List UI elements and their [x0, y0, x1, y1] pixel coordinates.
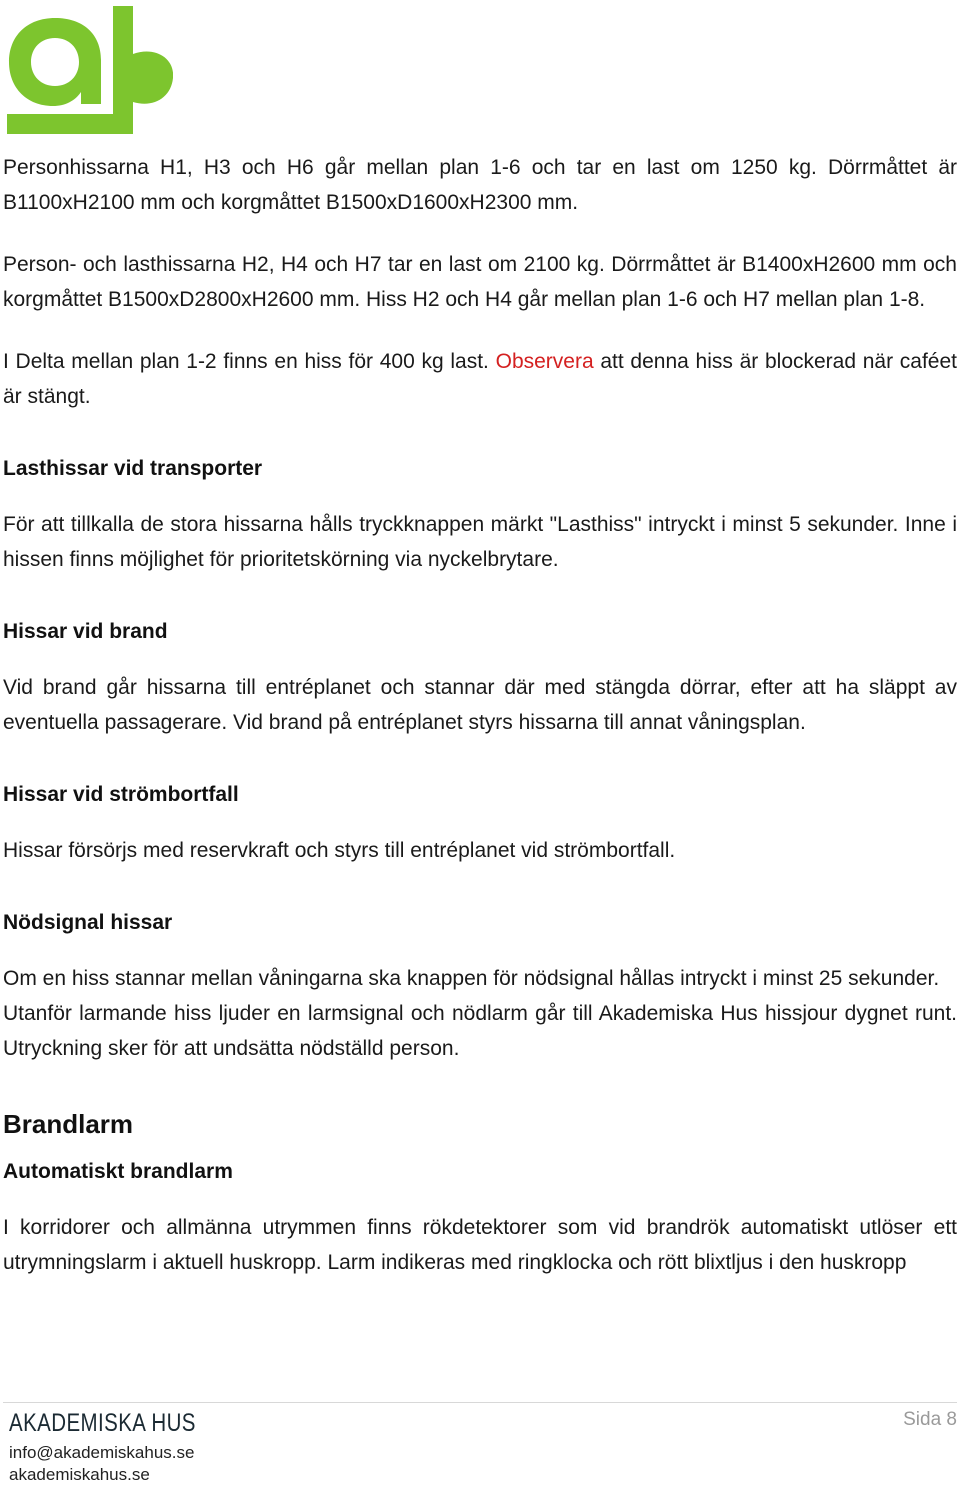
document-body [3, 150, 957, 1280]
footer-brand-name: AKADEMISKA HUS [9, 1409, 196, 1437]
footer-email-link[interactable]: info@akademiskahus.se [9, 1443, 195, 1462]
heading-nodsignal: Nödsignal hissar [3, 911, 173, 934]
paragraph-hissar-vid-brand: Vid brand går hissarna till entréplanet och stannar där med stängda dörrar, efter att ha släppt av eventuella passagerare. Vid brand på entréplanet styrs hissarna till annat våningsplan. [3, 676, 957, 734]
heading-strombortfall: Hissar vid strömbortfall [3, 783, 239, 806]
paragraph-strombortfall: Hissar försörjs med reservkraft och styrs till entréplanet vid strömbortfall. [3, 839, 676, 862]
delta-text-start: I Delta mellan plan 1-2 finns en hiss för 400 kg last. [3, 350, 496, 373]
heading-brandlarm: Brandlarm [3, 1109, 134, 1139]
delta-text-end: att denna hiss är blockerad när caféet är stängt. [3, 350, 958, 408]
paragraph-elevators-h2-h4-h7: Person- och lasthissarna H2, H4 och H7 tar en last om 2100 kg. Dörrmåttet är B1400xH2600 mm och korgmåttet B1500xD2800xH2600 mm. Hiss H2 och H4 går mellan plan 1-6 och H7 mellan plan 1-8. [3, 253, 957, 311]
footer-website-link[interactable]: akademiskahus.se [9, 1465, 150, 1484]
page-number: Sida 8 [903, 1409, 957, 1430]
paragraph-nodsignal-2: Utanför larmande hiss ljuder en larmsignal och nödlarm går till Akademiska Hus hissjour dygnet runt. Utryckning sker för att undsätta nödställd person. [3, 1002, 957, 1060]
paragraph-elevators-h1-h3-h6: Personhissarna H1, H3 och H6 går mellan plan 1-6 och tar en last om 1250 kg. Dörrmåttet är B1100xH2100 mm och korgmåttet B1500xD1600xH2300 mm. [3, 156, 957, 214]
heading-lasthissar: Lasthissar vid transporter [3, 457, 263, 480]
paragraph-nodsignal-1: Om en hiss stannar mellan våningarna ska knappen för nödsignal hållas intryckt i minst 25 sekunder. [3, 967, 940, 990]
heading-automatiskt-brandlarm: Automatiskt brandlarm [3, 1160, 233, 1183]
heading-hissar-vid-brand: Hissar vid brand [3, 620, 168, 643]
observe-highlight: Observera [495, 350, 594, 373]
paragraph-automatiskt-brandlarm: I korridorer och allmänna utrymmen finns rökdetektorer som vid brandrök automatiskt utlöser ett utrymningslarm i aktuell huskropp. Larm indikeras med ringklocka och rött blixtljus i den huskropp [3, 1216, 957, 1274]
paragraph-lasthissar: För att tillkalla de stora hissarna hålls tryckknappen märkt "Lasthiss" intryckt i minst 5 sekunder. Inne i hissen finns möjlighet för prioritetskörning via nyckelbrytare. [3, 513, 957, 571]
page-footer [3, 1402, 957, 1484]
akademiska-hus-logo-icon [3, 2, 173, 134]
paragraph-delta-elevator [3, 344, 957, 414]
